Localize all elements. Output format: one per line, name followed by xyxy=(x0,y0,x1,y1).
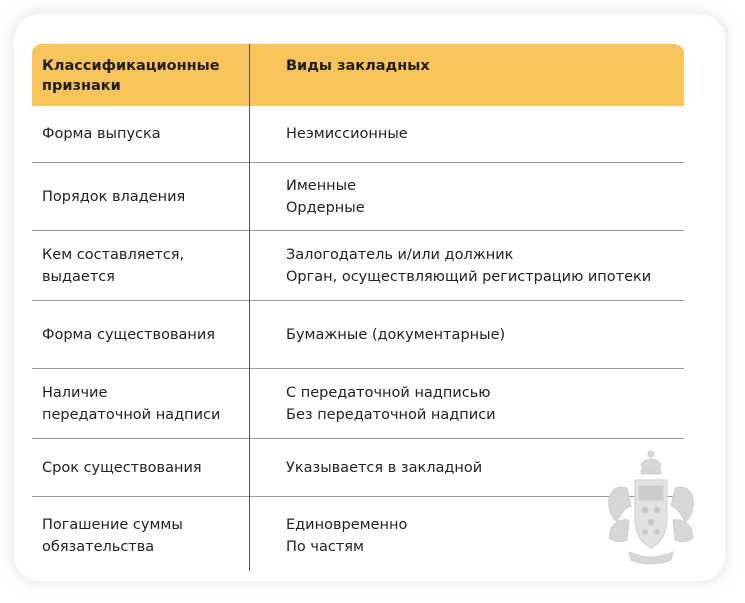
row-value-line: Единовременно xyxy=(286,517,408,533)
row-label xyxy=(32,123,249,145)
row-value-line: По частям xyxy=(286,539,364,555)
row-value-line: С передаточной надписью xyxy=(286,384,491,401)
row-value xyxy=(249,123,408,145)
row-label-line: Форма существования xyxy=(42,326,216,343)
row-label-line: Наличие xyxy=(42,384,108,401)
table-row xyxy=(32,497,684,575)
column-divider xyxy=(249,44,250,571)
row-label xyxy=(32,457,249,479)
table-row xyxy=(32,231,684,301)
header-classification xyxy=(32,44,249,106)
row-value xyxy=(249,175,365,219)
table-row xyxy=(32,106,684,163)
row-value-line: Без передаточной надписи xyxy=(286,406,496,423)
row-label xyxy=(32,382,249,426)
row-label-line: Порядок владения xyxy=(42,188,186,205)
row-value-line: Бумажные (документарные) xyxy=(286,326,506,343)
row-value xyxy=(249,514,407,558)
header-classification-line1: Классификационные xyxy=(42,58,220,74)
row-label xyxy=(32,244,249,288)
coat-of-arms-icon xyxy=(605,448,697,570)
table-row xyxy=(32,369,684,439)
row-value-line: Именные xyxy=(286,177,357,194)
row-label-line: Кем составляется, xyxy=(42,246,185,263)
row-value-line: Орган, осуществляющий регистрацию ипотеки xyxy=(286,268,652,285)
row-value-line: Ордерные xyxy=(286,199,365,216)
table-row xyxy=(32,439,684,497)
header-classification-line2: признаки xyxy=(42,78,121,94)
table-row xyxy=(32,301,684,369)
row-value xyxy=(249,382,496,426)
row-value-line: Неэмиссионные xyxy=(286,126,408,142)
table-row xyxy=(32,163,684,231)
row-label-line: Форма выпуска xyxy=(42,126,161,142)
row-value xyxy=(249,324,505,346)
row-value xyxy=(249,457,482,479)
row-value xyxy=(249,244,651,288)
row-label-line: Погашение суммы xyxy=(42,517,183,533)
row-label xyxy=(32,324,249,346)
row-label xyxy=(32,514,249,558)
row-label-line: обязательства xyxy=(42,539,155,555)
header-types: Виды закладных xyxy=(286,58,430,74)
row-label-line: Срок существования xyxy=(42,459,202,476)
row-label-line: передаточной надписи xyxy=(42,406,221,423)
row-value-line: Залогодатель и/или должник xyxy=(286,246,514,263)
row-label-line: выдается xyxy=(42,268,115,285)
row-label xyxy=(32,186,249,208)
table-header xyxy=(32,44,684,106)
row-value-line: Указывается в закладной xyxy=(286,459,483,476)
